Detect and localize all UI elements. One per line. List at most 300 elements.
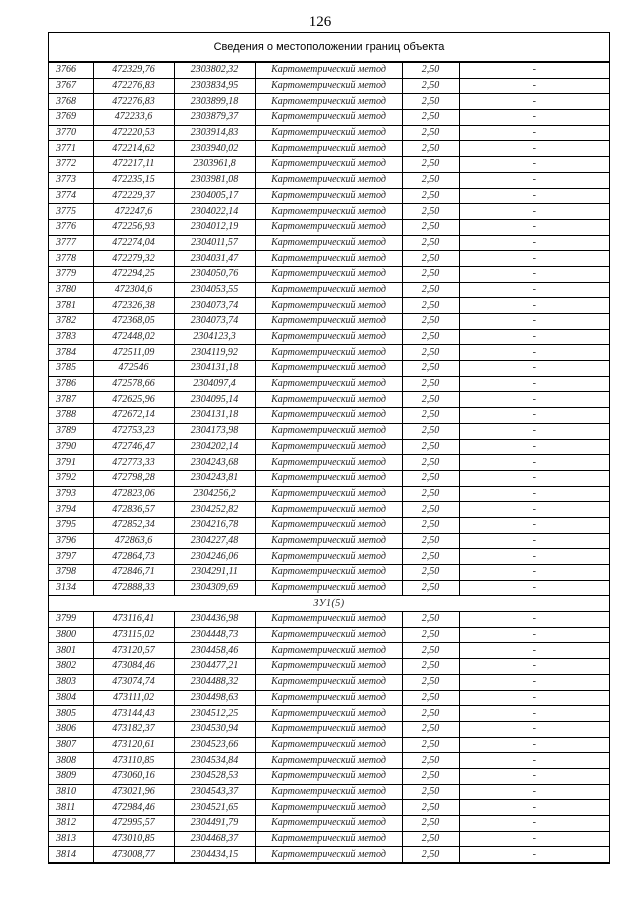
coordinate-y: 2303802,32 [174,63,255,79]
blank-cell: - [459,204,609,220]
point-number: 3779 [49,266,93,282]
point-number: 3801 [49,643,93,659]
coordinate-x: 472864,73 [93,549,174,565]
method-cell: Картометрический метод [255,345,402,361]
table-row [49,486,609,502]
blank-cell: - [459,439,609,455]
coordinate-x: 472852,34 [93,517,174,533]
blank-cell: - [459,408,609,424]
section-label: ЗУ1(5) [49,596,609,612]
table-row [49,800,609,816]
coordinate-x: 472214,62 [93,141,174,157]
coordinate-y: 2303981,08 [174,172,255,188]
table-row [49,502,609,518]
table-row [49,565,609,581]
point-number: 3795 [49,517,93,533]
coordinate-y: 2304053,55 [174,282,255,298]
table-row [49,659,609,675]
table-row [49,219,609,235]
coordinate-y: 2304243,81 [174,470,255,486]
coordinate-x: 473111,02 [93,690,174,706]
point-number: 3803 [49,674,93,690]
method-cell: Картометрический метод [255,816,402,832]
table-row [49,204,609,220]
coordinate-x: 472220,53 [93,125,174,141]
coordinate-y: 2304073,74 [174,298,255,314]
blank-cell: - [459,847,609,863]
method-cell: Картометрический метод [255,580,402,596]
method-cell: Картометрический метод [255,63,402,79]
blank-cell: - [459,706,609,722]
coordinate-x: 473008,77 [93,847,174,863]
blank-cell: - [459,314,609,330]
blank-cell: - [459,753,609,769]
table-row [49,784,609,800]
table-row [49,251,609,267]
method-cell: Картометрический метод [255,361,402,377]
method-cell: Картометрический метод [255,266,402,282]
method-cell: Картометрический метод [255,612,402,628]
coordinate-y: 2304512,25 [174,706,255,722]
point-number: 3790 [49,439,93,455]
point-number: 3798 [49,565,93,581]
blank-cell: - [459,612,609,628]
point-number: 3789 [49,423,93,439]
coordinate-x: 472995,57 [93,816,174,832]
coordinate-x: 473182,37 [93,721,174,737]
precision-cell: 2,50 [402,533,459,549]
coordinate-y: 2303879,37 [174,110,255,126]
method-cell: Картометрический метод [255,314,402,330]
method-cell: Картометрический метод [255,157,402,173]
coordinate-y: 2304123,3 [174,329,255,345]
blank-cell: - [459,188,609,204]
point-number: 3771 [49,141,93,157]
coordinate-y: 2304436,98 [174,612,255,628]
blank-cell: - [459,361,609,377]
coordinate-y: 2303940,02 [174,141,255,157]
precision-cell: 2,50 [402,172,459,188]
section-row [49,596,609,612]
table-row [49,94,609,110]
precision-cell: 2,50 [402,204,459,220]
coordinate-x: 472304,6 [93,282,174,298]
method-cell: Картометрический метод [255,643,402,659]
blank-cell: - [459,141,609,157]
blank-cell: - [459,345,609,361]
blank-cell: - [459,172,609,188]
method-cell: Картометрический метод [255,690,402,706]
table-row [49,408,609,424]
point-number: 3768 [49,94,93,110]
coordinate-y: 2304491,79 [174,816,255,832]
coordinate-y: 2304448,73 [174,627,255,643]
method-cell: Картометрический метод [255,204,402,220]
coordinate-y: 2304434,15 [174,847,255,863]
method-cell: Картометрический метод [255,784,402,800]
point-number: 3797 [49,549,93,565]
table-row [49,63,609,79]
table-row [49,768,609,784]
precision-cell: 2,50 [402,219,459,235]
table-row [49,690,609,706]
blank-cell: - [459,486,609,502]
precision-cell: 2,50 [402,784,459,800]
method-cell: Картометрический метод [255,392,402,408]
point-number: 3788 [49,408,93,424]
coordinate-y: 2304131,18 [174,361,255,377]
method-cell: Картометрический метод [255,737,402,753]
coordinate-x: 472329,76 [93,63,174,79]
precision-cell: 2,50 [402,831,459,847]
point-number: 3796 [49,533,93,549]
method-cell: Картометрический метод [255,533,402,549]
coordinate-x: 473060,16 [93,768,174,784]
point-number: 3784 [49,345,93,361]
blank-cell: - [459,659,609,675]
coordinate-y: 2304468,37 [174,831,255,847]
blank-cell: - [459,674,609,690]
coordinates-sheet [48,32,610,864]
coordinate-y: 2304011,57 [174,235,255,251]
coordinate-x: 473084,46 [93,659,174,675]
coordinate-y: 2304097,4 [174,376,255,392]
coordinate-y: 2304521,65 [174,800,255,816]
table-row [49,361,609,377]
blank-cell: - [459,690,609,706]
point-number: 3811 [49,800,93,816]
coordinate-x: 472753,23 [93,423,174,439]
method-cell: Картометрический метод [255,439,402,455]
table-row [49,78,609,94]
coordinate-y: 2303961,8 [174,157,255,173]
coordinate-y: 2304256,2 [174,486,255,502]
coordinate-y: 2304243,68 [174,455,255,471]
precision-cell: 2,50 [402,517,459,533]
method-cell: Картометрический метод [255,847,402,863]
table-row [49,612,609,628]
method-cell: Картометрический метод [255,627,402,643]
precision-cell: 2,50 [402,721,459,737]
point-number: 3777 [49,235,93,251]
coordinate-y: 2304095,14 [174,392,255,408]
method-cell: Картометрический метод [255,706,402,722]
precision-cell: 2,50 [402,141,459,157]
coordinate-x: 472672,14 [93,408,174,424]
precision-cell: 2,50 [402,408,459,424]
point-number: 3792 [49,470,93,486]
method-cell: Картометрический метод [255,470,402,486]
blank-cell: - [459,470,609,486]
precision-cell: 2,50 [402,110,459,126]
coordinate-y: 2304073,74 [174,314,255,330]
coordinate-x: 472368,05 [93,314,174,330]
table-row [49,329,609,345]
point-number: 3782 [49,314,93,330]
point-number: 3807 [49,737,93,753]
precision-cell: 2,50 [402,63,459,79]
table-row [49,549,609,565]
table-row [49,721,609,737]
coordinate-y: 2304534,84 [174,753,255,769]
coordinate-x: 473144,43 [93,706,174,722]
precision-cell: 2,50 [402,188,459,204]
precision-cell: 2,50 [402,392,459,408]
point-number: 3812 [49,816,93,832]
precision-cell: 2,50 [402,486,459,502]
coordinate-y: 2304543,37 [174,784,255,800]
point-number: 3773 [49,172,93,188]
coordinate-x: 472326,38 [93,298,174,314]
table-row [49,533,609,549]
coordinate-y: 2304012,19 [174,219,255,235]
coordinate-x: 472511,09 [93,345,174,361]
table-row [49,141,609,157]
coordinate-y: 2304119,92 [174,345,255,361]
precision-cell: 2,50 [402,643,459,659]
coordinate-y: 2304523,66 [174,737,255,753]
table-title: Сведения о местоположении границ объекта [49,33,609,62]
coordinate-x: 472836,57 [93,502,174,518]
coordinate-x: 472247,6 [93,204,174,220]
blank-cell: - [459,831,609,847]
precision-cell: 2,50 [402,423,459,439]
blank-cell: - [459,627,609,643]
table-row [49,737,609,753]
blank-cell: - [459,423,609,439]
precision-cell: 2,50 [402,706,459,722]
table-row [49,423,609,439]
method-cell: Картометрический метод [255,188,402,204]
coordinate-y: 2304252,82 [174,502,255,518]
table-row [49,298,609,314]
point-number: 3794 [49,502,93,518]
coordinate-x: 473110,85 [93,753,174,769]
blank-cell: - [459,78,609,94]
blank-cell: - [459,392,609,408]
point-number: 3791 [49,455,93,471]
coordinate-y: 2304131,18 [174,408,255,424]
precision-cell: 2,50 [402,125,459,141]
coordinate-x: 472448,02 [93,329,174,345]
table-row [49,580,609,596]
coordinate-x: 472279,32 [93,251,174,267]
method-cell: Картометрический метод [255,110,402,126]
method-cell: Картометрический метод [255,78,402,94]
precision-cell: 2,50 [402,282,459,298]
blank-cell: - [459,235,609,251]
coordinate-y: 2304488,32 [174,674,255,690]
blank-cell: - [459,251,609,267]
blank-cell: - [459,282,609,298]
point-number: 3785 [49,361,93,377]
coordinate-y: 2304291,11 [174,565,255,581]
blank-cell: - [459,94,609,110]
point-number: 3810 [49,784,93,800]
blank-cell: - [459,768,609,784]
coordinate-y: 2304202,14 [174,439,255,455]
precision-cell: 2,50 [402,266,459,282]
method-cell: Картометрический метод [255,486,402,502]
coordinate-x: 472256,93 [93,219,174,235]
table-row [49,110,609,126]
coordinate-x: 472546 [93,361,174,377]
point-number: 3813 [49,831,93,847]
coordinates-table [49,62,609,863]
blank-cell: - [459,157,609,173]
precision-cell: 2,50 [402,298,459,314]
table-row [49,314,609,330]
point-number: 3781 [49,298,93,314]
point-number: 3799 [49,612,93,628]
precision-cell: 2,50 [402,251,459,267]
precision-cell: 2,50 [402,94,459,110]
precision-cell: 2,50 [402,753,459,769]
table-row [49,392,609,408]
blank-cell: - [459,517,609,533]
precision-cell: 2,50 [402,690,459,706]
blank-cell: - [459,455,609,471]
coordinate-x: 472846,71 [93,565,174,581]
point-number: 3802 [49,659,93,675]
coordinate-y: 2304050,76 [174,266,255,282]
method-cell: Картометрический метод [255,408,402,424]
method-cell: Картометрический метод [255,659,402,675]
coordinate-y: 2304528,53 [174,768,255,784]
coordinate-x: 473021,96 [93,784,174,800]
coordinate-x: 472888,33 [93,580,174,596]
point-number: 3800 [49,627,93,643]
precision-cell: 2,50 [402,502,459,518]
coordinate-x: 472235,15 [93,172,174,188]
point-number: 3806 [49,721,93,737]
method-cell: Картометрический метод [255,282,402,298]
method-cell: Картометрический метод [255,172,402,188]
blank-cell: - [459,643,609,659]
point-number: 3783 [49,329,93,345]
coordinate-y: 2304216,78 [174,517,255,533]
blank-cell: - [459,549,609,565]
point-number: 3134 [49,580,93,596]
point-number: 3766 [49,63,93,79]
coordinate-x: 472984,46 [93,800,174,816]
coordinate-y: 2304227,48 [174,533,255,549]
point-number: 3778 [49,251,93,267]
coordinate-x: 473010,85 [93,831,174,847]
blank-cell: - [459,800,609,816]
table-row [49,266,609,282]
precision-cell: 2,50 [402,847,459,863]
point-number: 3805 [49,706,93,722]
coordinate-x: 473074,74 [93,674,174,690]
method-cell: Картометрический метод [255,768,402,784]
method-cell: Картометрический метод [255,831,402,847]
method-cell: Картометрический метод [255,800,402,816]
table-row [49,439,609,455]
table-row [49,643,609,659]
precision-cell: 2,50 [402,580,459,596]
method-cell: Картометрический метод [255,502,402,518]
table-row [49,235,609,251]
coordinate-y: 2304246,06 [174,549,255,565]
coordinate-x: 472294,25 [93,266,174,282]
coordinate-x: 472773,33 [93,455,174,471]
method-cell: Картометрический метод [255,565,402,581]
method-cell: Картометрический метод [255,376,402,392]
table-row [49,157,609,173]
coordinate-x: 472798,28 [93,470,174,486]
coordinate-x: 473120,57 [93,643,174,659]
precision-cell: 2,50 [402,768,459,784]
precision-cell: 2,50 [402,674,459,690]
table-row [49,455,609,471]
table-row [49,282,609,298]
coordinate-y: 2304005,17 [174,188,255,204]
point-number: 3804 [49,690,93,706]
precision-cell: 2,50 [402,78,459,94]
coordinate-x: 472746,47 [93,439,174,455]
precision-cell: 2,50 [402,314,459,330]
precision-cell: 2,50 [402,235,459,251]
method-cell: Картометрический метод [255,219,402,235]
coordinate-y: 2304173,98 [174,423,255,439]
table-row [49,674,609,690]
table-row [49,627,609,643]
table-row [49,831,609,847]
coordinate-x: 472276,83 [93,94,174,110]
point-number: 3787 [49,392,93,408]
method-cell: Картометрический метод [255,517,402,533]
point-number: 3772 [49,157,93,173]
coordinate-x: 472578,66 [93,376,174,392]
point-number: 3814 [49,847,93,863]
point-number: 3776 [49,219,93,235]
coordinate-y: 2303914,83 [174,125,255,141]
method-cell: Картометрический метод [255,753,402,769]
blank-cell: - [459,125,609,141]
table-row [49,753,609,769]
precision-cell: 2,50 [402,157,459,173]
table-row [49,125,609,141]
coordinate-x: 472276,83 [93,78,174,94]
point-number: 3809 [49,768,93,784]
blank-cell: - [459,533,609,549]
table-row [49,470,609,486]
blank-cell: - [459,63,609,79]
coordinate-y: 2304022,14 [174,204,255,220]
point-number: 3775 [49,204,93,220]
table-row [49,816,609,832]
method-cell: Картометрический метод [255,455,402,471]
precision-cell: 2,50 [402,612,459,628]
blank-cell: - [459,580,609,596]
precision-cell: 2,50 [402,659,459,675]
method-cell: Картометрический метод [255,549,402,565]
table-row [49,188,609,204]
coordinate-x: 473120,61 [93,737,174,753]
blank-cell: - [459,737,609,753]
precision-cell: 2,50 [402,376,459,392]
coordinate-y: 2304309,69 [174,580,255,596]
blank-cell: - [459,565,609,581]
table-row [49,517,609,533]
table-row [49,172,609,188]
coordinate-x: 473116,41 [93,612,174,628]
coordinate-y: 2304031,47 [174,251,255,267]
blank-cell: - [459,816,609,832]
table-row [49,345,609,361]
coordinate-x: 472823,06 [93,486,174,502]
